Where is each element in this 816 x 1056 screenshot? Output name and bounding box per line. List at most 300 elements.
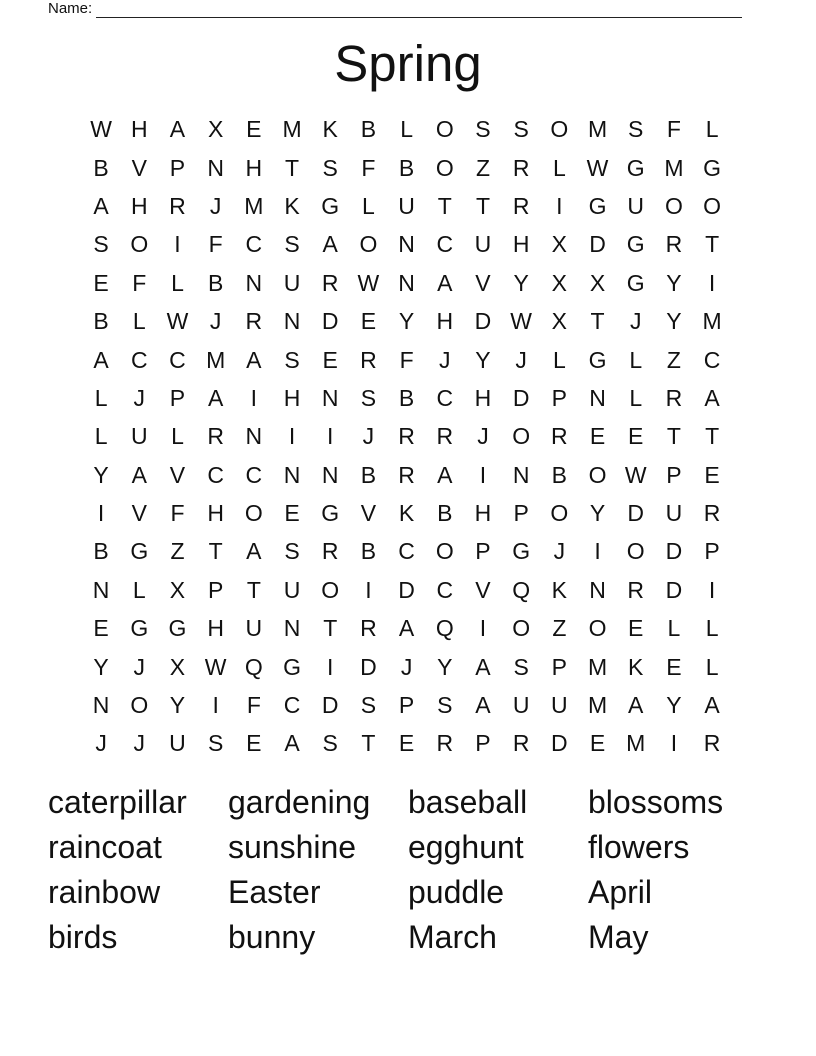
grid-letter: D	[321, 692, 339, 719]
grid-letter: I	[365, 576, 372, 603]
grid-letter: E	[628, 615, 644, 642]
name-label: Name:	[48, 0, 93, 17]
grid-letter: D	[551, 730, 568, 757]
grid-letter: C	[245, 231, 263, 258]
grid-letter: M	[664, 154, 684, 181]
grid-letter: O	[588, 461, 607, 488]
grid-letter: A	[475, 692, 491, 719]
grid-letter: O	[550, 116, 569, 143]
grid-letter: S	[437, 692, 453, 719]
grid-letter: P	[513, 500, 529, 527]
grid-letter: Z	[552, 615, 567, 642]
grid-letter: U	[283, 576, 301, 603]
grid-letter: I	[327, 423, 334, 450]
grid-letter: A	[93, 192, 109, 219]
grid-letter: L	[667, 615, 681, 642]
grid-letter: T	[323, 615, 338, 642]
grid-letter: J	[400, 653, 413, 680]
grid-row	[82, 187, 732, 225]
grid-letter: Z	[666, 346, 681, 373]
grid-letter: X	[169, 653, 186, 680]
grid-letter: R	[398, 423, 415, 450]
grid-letter: E	[704, 461, 720, 488]
grid-letter: S	[284, 346, 300, 373]
grid-letter: V	[360, 500, 377, 527]
grid-letter: G	[321, 192, 340, 219]
grid-letter: B	[207, 269, 224, 296]
grid-letter: P	[475, 730, 491, 757]
grid-letter: O	[550, 500, 569, 527]
grid-letter: Q	[512, 576, 531, 603]
grid-letter: C	[436, 384, 454, 411]
grid-letter: L	[629, 384, 643, 411]
grid-letter: G	[130, 615, 149, 642]
grid-letter: S	[284, 538, 300, 565]
grid-letter: C	[169, 346, 186, 373]
grid-letter: J	[133, 730, 146, 757]
grid-letter: Y	[513, 269, 529, 296]
grid-letter: K	[284, 192, 300, 219]
grid-letter: T	[705, 423, 720, 450]
grid-letter: R	[436, 423, 454, 450]
name-blank-rule	[96, 2, 742, 18]
grid-letter: L	[132, 308, 146, 335]
grid-letter: L	[552, 154, 566, 181]
grid-letter: M	[282, 116, 302, 143]
grid-letter: H	[512, 231, 530, 258]
grid-letter: R	[398, 461, 415, 488]
grid-letter: O	[244, 500, 263, 527]
grid-letter: S	[360, 692, 377, 719]
grid-letter: K	[322, 116, 338, 143]
grid-letter: O	[359, 231, 378, 258]
grid-letter: A	[246, 346, 262, 373]
grid-letter: J	[209, 192, 222, 219]
word-list-item: raincoat	[48, 829, 162, 865]
grid-letter: N	[321, 461, 339, 488]
grid-letter: A	[169, 116, 186, 143]
grid-letter: P	[475, 538, 491, 565]
grid-letter: Y	[437, 653, 453, 680]
grid-letter: W	[357, 269, 380, 296]
grid-letter: K	[551, 576, 568, 603]
grid-letter: X	[589, 269, 606, 296]
grid-letter: N	[398, 269, 415, 296]
grid-letter: F	[361, 154, 376, 181]
grid-letter: C	[283, 692, 301, 719]
grid-letter: M	[626, 730, 646, 757]
grid-letter: A	[322, 231, 338, 258]
grid-letter: P	[551, 653, 568, 680]
grid-letter: V	[475, 576, 491, 603]
grid-letter: J	[133, 653, 146, 680]
grid-letter: A	[131, 461, 147, 488]
grid-letter: G	[283, 653, 301, 680]
word-list-item: birds	[48, 919, 118, 955]
grid-letter: O	[321, 576, 340, 603]
grid-letter: E	[322, 346, 338, 373]
grid-row	[82, 571, 732, 609]
grid-letter: T	[590, 308, 605, 335]
grid-letter: R	[703, 730, 721, 757]
grid-letter: X	[207, 116, 224, 143]
grid-letter: C	[245, 461, 263, 488]
grid-letter: R	[627, 576, 645, 603]
grid-letter: L	[362, 192, 375, 219]
grid-letter: R	[665, 231, 683, 258]
grid-letter: P	[551, 384, 568, 411]
grid-letter: E	[628, 423, 644, 450]
grid-letter: R	[665, 384, 683, 411]
grid-letter: F	[208, 231, 223, 258]
grid-letter: L	[552, 346, 566, 373]
grid-letter: M	[244, 192, 264, 219]
word-list-item: sunshine	[228, 829, 357, 865]
grid-row	[82, 148, 732, 186]
grid-letter: Q	[244, 653, 263, 680]
grid-letter: E	[589, 423, 606, 450]
grid-letter: R	[512, 730, 530, 757]
grid-letter: G	[626, 269, 645, 296]
grid-letter: Y	[666, 692, 682, 719]
grid-letter: S	[284, 231, 300, 258]
grid-letter: N	[398, 231, 415, 258]
word-list-item: rainbow	[48, 874, 161, 910]
grid-row	[82, 264, 732, 302]
grid-letter: E	[93, 615, 109, 642]
grid-letter: B	[437, 500, 453, 527]
grid-letter: I	[288, 423, 296, 450]
grid-letter: J	[515, 346, 527, 373]
grid-row	[82, 302, 732, 340]
grid-letter: C	[436, 231, 454, 258]
grid-letter: E	[666, 653, 682, 680]
grid-letter: Y	[398, 308, 415, 335]
grid-letter: G	[130, 538, 149, 565]
grid-letter: T	[705, 231, 720, 258]
grid-letter: B	[93, 538, 109, 565]
grid-letter: D	[665, 538, 683, 565]
grid-letter: O	[435, 154, 454, 181]
grid-letter: P	[666, 461, 682, 488]
grid-letter: O	[588, 615, 607, 642]
grid-letter: P	[704, 538, 720, 565]
grid-letter: J	[553, 538, 566, 565]
grid-letter: L	[705, 116, 719, 143]
grid-letter: N	[92, 692, 110, 719]
grid-letter: R	[245, 308, 263, 335]
grid-letter: B	[360, 538, 377, 565]
grid-letter: K	[628, 653, 644, 680]
grid-letter: C	[207, 461, 224, 488]
grid-letter: F	[666, 116, 681, 143]
grid-letter: A	[207, 384, 224, 411]
grid-letter: I	[327, 653, 334, 680]
grid-letter: J	[95, 730, 107, 757]
grid-letter: B	[551, 461, 568, 488]
grid-letter: J	[629, 308, 642, 335]
grid-letter: U	[551, 692, 568, 719]
grid-letter: Y	[666, 269, 682, 296]
grid-letter: O	[130, 692, 149, 719]
grid-letter: R	[360, 346, 377, 373]
grid-letter: S	[360, 384, 377, 411]
grid-letter: N	[321, 384, 339, 411]
grid-letter: A	[284, 730, 300, 757]
grid-letter: L	[132, 576, 146, 603]
grid-letter: E	[93, 269, 109, 296]
grid-letter: K	[398, 500, 415, 527]
grid-letter: H	[474, 384, 492, 411]
grid-letter: V	[131, 500, 147, 527]
grid-letter: D	[474, 308, 492, 335]
grid-letter: T	[437, 192, 452, 219]
grid-row	[82, 609, 732, 647]
grid-letter: D	[321, 308, 339, 335]
grid-letter: M	[206, 346, 226, 373]
word-list-item: March	[408, 919, 497, 955]
grid-letter: R	[551, 423, 568, 450]
grid-letter: M	[587, 116, 608, 143]
grid-letter: L	[94, 423, 108, 450]
grid-row	[82, 417, 732, 455]
grid-letter: G	[321, 500, 340, 527]
grid-letter: U	[283, 269, 301, 296]
grid-letter: G	[588, 192, 607, 219]
grid-letter: E	[246, 116, 262, 143]
grid-letter: R	[703, 500, 721, 527]
grid-letter: N	[512, 461, 530, 488]
grid-letter: V	[131, 154, 147, 181]
grid-letter: L	[705, 615, 719, 642]
word-list	[48, 780, 768, 960]
grid-letter: B	[398, 154, 415, 181]
grid-letter: R	[512, 154, 530, 181]
grid-letter: U	[169, 730, 186, 757]
grid-letter: G	[626, 154, 645, 181]
grid-letter: U	[398, 192, 415, 219]
grid-letter: E	[589, 730, 606, 757]
grid-letter: L	[629, 346, 643, 373]
grid-letter: P	[169, 384, 186, 411]
grid-row	[82, 724, 732, 762]
grid-letter: I	[708, 269, 716, 296]
grid-letter: S	[513, 653, 529, 680]
grid-letter: P	[398, 692, 415, 719]
grid-letter: T	[246, 576, 261, 603]
grid-letter: O	[664, 192, 683, 219]
grid-letter: R	[321, 269, 339, 296]
grid-letter: H	[245, 154, 263, 181]
grid-letter: F	[399, 346, 414, 373]
word-list-item: April	[588, 874, 653, 910]
grid-letter: J	[362, 423, 375, 450]
grid-letter: S	[93, 231, 109, 258]
grid-letter: Y	[475, 346, 491, 373]
grid-letter: S	[322, 154, 338, 181]
grid-letter: A	[475, 653, 491, 680]
grid-letter: N	[245, 423, 263, 450]
grid-letter: I	[250, 384, 258, 411]
grid-letter: X	[551, 231, 568, 258]
word-list-item: gardening	[228, 784, 371, 820]
grid-letter: A	[437, 461, 453, 488]
word-list-item: egghunt	[408, 829, 524, 865]
grid-letter: M	[587, 653, 608, 680]
grid-letter: V	[475, 269, 491, 296]
grid-letter: S	[322, 730, 338, 757]
grid-letter: F	[132, 269, 147, 296]
grid-letter: D	[665, 576, 683, 603]
grid-letter: T	[208, 538, 223, 565]
grid-letter: W	[624, 461, 647, 488]
grid-letter: I	[556, 192, 563, 219]
grid-letter: R	[436, 730, 454, 757]
grid-letter: D	[512, 384, 530, 411]
grid-letter: E	[360, 308, 377, 335]
grid-letter: U	[245, 615, 263, 642]
grid-letter: L	[94, 384, 108, 411]
grid-letter: J	[439, 346, 451, 373]
grid-letter: Y	[169, 692, 186, 719]
grid-letter: A	[93, 346, 109, 373]
grid-letter: I	[479, 461, 487, 488]
grid-letter: B	[360, 116, 377, 143]
grid-letter: P	[169, 154, 186, 181]
grid-letter: J	[209, 308, 222, 335]
grid-letter: E	[246, 730, 262, 757]
grid-letter: Z	[170, 538, 185, 565]
grid-letter: O	[626, 538, 645, 565]
grid-letter: N	[589, 384, 606, 411]
grid-letter: N	[283, 615, 301, 642]
grid-letter: N	[207, 154, 224, 181]
grid-letter: M	[587, 692, 608, 719]
grid-letter: A	[398, 615, 415, 642]
letter-grid	[82, 110, 732, 763]
grid-letter: O	[435, 116, 454, 143]
grid-letter: D	[589, 231, 606, 258]
word-list-item: caterpillar	[48, 784, 187, 820]
grid-letter: T	[285, 154, 300, 181]
grid-letter: U	[665, 500, 683, 527]
grid-row	[82, 110, 732, 148]
grid-letter: F	[170, 500, 185, 527]
grid-letter: U	[627, 192, 645, 219]
grid-row	[82, 686, 732, 724]
grid-letter: H	[130, 116, 148, 143]
grid-letter: N	[589, 576, 606, 603]
grid-letter: H	[130, 192, 148, 219]
word-list-item: baseball	[408, 784, 528, 820]
grid-letter: I	[708, 576, 716, 603]
grid-letter: P	[207, 576, 224, 603]
grid-letter: A	[246, 538, 262, 565]
grid-letter: Y	[93, 653, 109, 680]
grid-letter: H	[474, 500, 492, 527]
grid-letter: W	[586, 154, 609, 181]
word-list-item: blossoms	[588, 784, 724, 820]
grid-letter: O	[130, 231, 149, 258]
grid-letter: I	[594, 538, 601, 565]
grid-row	[82, 456, 732, 494]
grid-row	[82, 532, 732, 570]
grid-letter: U	[474, 231, 492, 258]
word-list-item: Easter	[228, 874, 321, 910]
grid-row	[82, 494, 732, 532]
grid-row	[82, 647, 732, 685]
grid-letter: G	[626, 231, 645, 258]
grid-letter: C	[703, 346, 721, 373]
grid-letter: I	[212, 692, 219, 719]
grid-letter: A	[704, 384, 720, 411]
grid-letter: U	[130, 423, 148, 450]
grid-row	[82, 340, 732, 378]
grid-letter: S	[475, 116, 491, 143]
grid-letter: A	[437, 269, 453, 296]
grid-letter: C	[398, 538, 415, 565]
grid-letter: Y	[93, 461, 109, 488]
grid-letter: J	[477, 423, 489, 450]
grid-letter: M	[702, 308, 722, 335]
grid-letter: W	[510, 308, 533, 335]
grid-letter: D	[360, 653, 377, 680]
grid-letter: R	[207, 423, 224, 450]
grid-letter: E	[398, 730, 415, 757]
grid-letter: R	[360, 615, 377, 642]
grid-letter: T	[475, 192, 490, 219]
grid-letter: D	[627, 500, 645, 527]
grid-letter: T	[361, 730, 376, 757]
grid-letter: I	[97, 500, 105, 527]
grid-letter: W	[204, 653, 227, 680]
grid-letter: O	[512, 615, 531, 642]
grid-letter: C	[436, 576, 454, 603]
word-list-item: flowers	[588, 829, 690, 865]
grid-letter: W	[90, 116, 112, 143]
grid-letter: X	[551, 308, 568, 335]
grid-letter: G	[168, 615, 187, 642]
grid-letter: X	[169, 576, 186, 603]
grid-letter: R	[321, 538, 339, 565]
grid-letter: S	[513, 116, 529, 143]
grid-letter: D	[398, 576, 415, 603]
grid-letter: B	[360, 461, 377, 488]
grid-letter: G	[588, 346, 607, 373]
grid-letter: X	[551, 269, 568, 296]
grid-letter: L	[705, 653, 719, 680]
grid-letter: B	[93, 154, 109, 181]
grid-letter: A	[628, 692, 644, 719]
grid-letter: S	[207, 730, 224, 757]
grid-letter: Q	[435, 615, 454, 642]
grid-row	[82, 225, 732, 263]
grid-letter: H	[436, 308, 454, 335]
grid-letter: N	[245, 269, 263, 296]
grid-letter: Y	[666, 308, 682, 335]
grid-letter: F	[246, 692, 261, 719]
grid-letter: R	[512, 192, 530, 219]
grid-letter: H	[283, 384, 301, 411]
grid-letter: Y	[589, 500, 606, 527]
grid-letter: A	[704, 692, 720, 719]
grid-letter: Z	[475, 154, 490, 181]
grid-letter: G	[512, 538, 531, 565]
grid-letter: W	[166, 308, 189, 335]
grid-letter: I	[670, 730, 678, 757]
grid-row	[82, 379, 732, 417]
grid-letter: I	[479, 615, 487, 642]
